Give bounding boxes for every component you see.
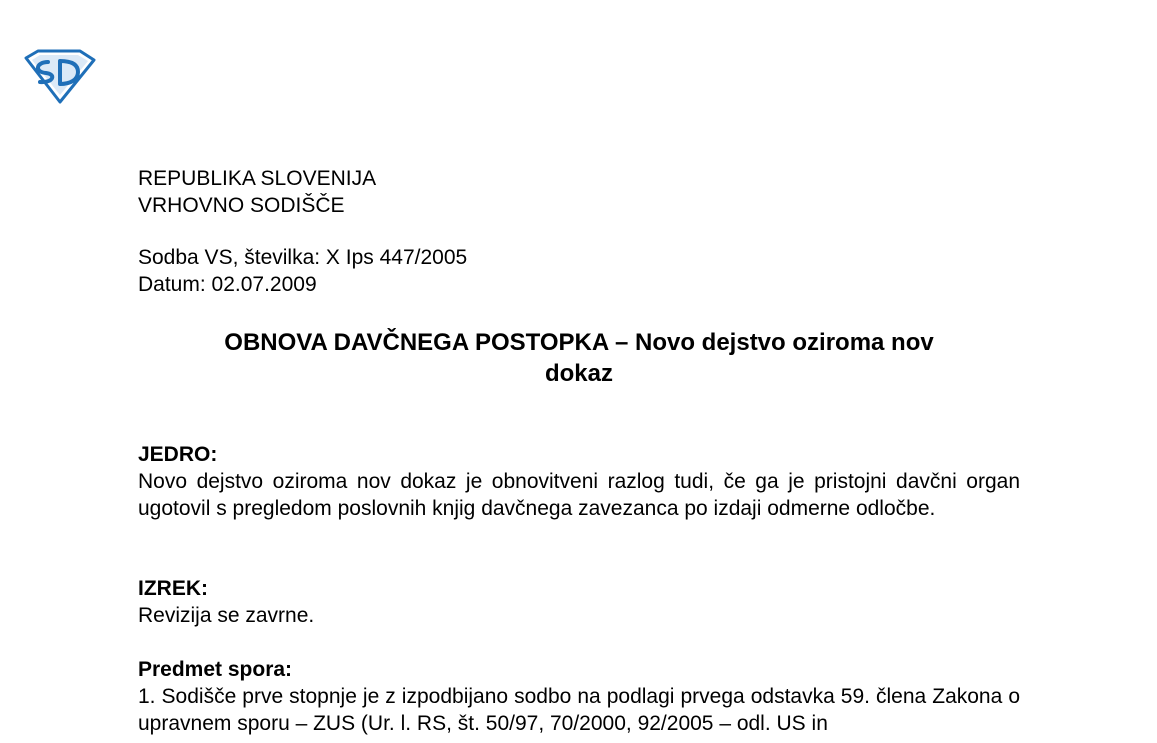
case-number: Sodba VS, številka: X Ips 447/2005	[138, 246, 468, 269]
sd-court-logo-icon	[22, 48, 96, 104]
predmet-text: 1. Sodišče prve stopnje je z izpodbijano sodbo na podlagi prvega odstavka 59. člena Zakona o upravnem sporu – ZUS (Ur. l. RS, št. 50/97, 70/2000, 92/2005 – odl. US in	[138, 685, 1020, 735]
izrek-heading: IZREK:	[138, 577, 208, 600]
izrek-text: Revizija se zavrne.	[138, 604, 315, 627]
court-header	[138, 165, 1020, 219]
document-title	[138, 327, 1020, 389]
section-izrek	[138, 575, 1020, 629]
jedro-text: Novo dejstvo oziroma nov dokaz je obnovitveni razlog tudi, če ga je pristojni davčni organ ugotovil s pregledom poslovnih knjig davčnega zavezanca po izdaji odmerne odločbe.	[138, 470, 1020, 520]
title-line-1: OBNOVA DAVČNEGA POSTOPKA – Novo dejstvo oziroma nov	[224, 329, 934, 356]
court-name: VRHOVNO SODIŠČE	[138, 194, 345, 217]
section-predmet-spora	[138, 656, 1020, 737]
section-jedro	[138, 441, 1020, 522]
case-info	[138, 244, 1020, 298]
jedro-heading: JEDRO:	[138, 443, 218, 466]
predmet-heading: Predmet spora:	[138, 658, 293, 681]
title-line-2: dokaz	[544, 360, 613, 387]
republic-label: REPUBLIKA SLOVENIJA	[138, 167, 377, 190]
decision-date: Datum: 02.07.2009	[138, 273, 317, 296]
